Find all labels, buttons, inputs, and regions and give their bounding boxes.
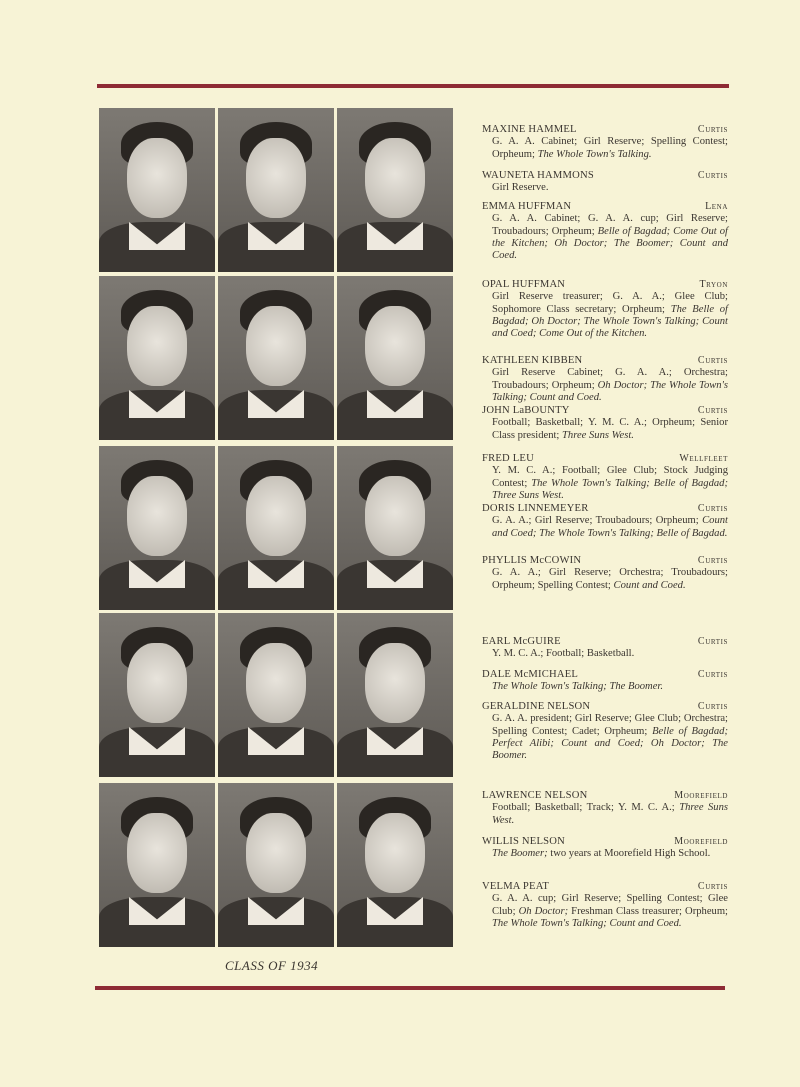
student-entry: [482, 124, 728, 161]
hometown: Curtis: [697, 555, 728, 566]
student-portrait: [218, 613, 334, 777]
student-entry: [482, 503, 728, 540]
play-titles: Belle of Bagdad; Come Out of the Kitchen; Oh Doctor; The Boomer; Count and Coed.: [492, 225, 728, 262]
activities: [482, 213, 728, 262]
student-portrait: [218, 446, 334, 610]
student-portrait: [99, 446, 215, 610]
student-name: JOHN LaBOUNTY: [482, 405, 570, 416]
student-portrait: [99, 613, 215, 777]
student-portrait: [337, 446, 453, 610]
activity-text: Football; Basketball; Y. M. C. A.; Orpheum; Senior Class president;: [492, 417, 728, 441]
activities: [482, 291, 728, 340]
student-entry: [482, 170, 728, 195]
student-portrait: [337, 108, 453, 272]
activities: [482, 567, 728, 592]
student-portrait: [337, 613, 453, 777]
hometown: Curtis: [697, 669, 728, 680]
hometown: Moorefield: [674, 790, 728, 801]
play-titles: The Belle of Bagdad; Oh Doctor; The Whole Town's Talking; Count and Coed; Come Out of the Kitchen.: [492, 303, 728, 340]
student-name: VELMA PEAT: [482, 881, 550, 892]
class-caption: CLASS OF 1934: [225, 958, 319, 973]
student-entry: [482, 453, 728, 502]
hometown: Curtis: [697, 355, 728, 366]
student-name: PHYLLIS McCOWIN: [482, 555, 582, 566]
student-entry: [482, 555, 728, 592]
activities: [482, 713, 728, 762]
portrait-grid: [99, 108, 452, 948]
student-portrait: [337, 783, 453, 947]
play-titles: Oh Doctor;: [518, 905, 569, 917]
activity-text: Girl Reserve Cabinet; G. A. A.; Orchestra; Troubadours; Orpheum;: [492, 367, 728, 391]
student-name: WILLIS NELSON: [482, 836, 565, 847]
activities: [482, 848, 728, 860]
student-portrait: [337, 276, 453, 440]
activities: [482, 367, 728, 404]
student-name: OPAL HUFFMAN: [482, 279, 566, 290]
activities: [482, 648, 728, 660]
student-entry: [482, 201, 728, 262]
activities: [482, 802, 728, 827]
play-titles: The Whole Town's Talking; The Boomer.: [492, 681, 663, 693]
activity-text: Freshman Class treasurer; Orpheum;: [568, 905, 729, 917]
student-entry: [482, 669, 728, 694]
play-titles: The Whole Town's Talking; Count and Coed.: [492, 917, 682, 929]
student-name: WAUNETA HAMMONS: [482, 170, 594, 181]
hometown: Tryon: [699, 279, 728, 290]
activities: [482, 182, 728, 194]
student-entry: [482, 636, 728, 661]
hometown: Curtis: [697, 503, 728, 514]
activity-text: Y. M. C. A.; Football; Glee Club; Stock Judging Contest;: [492, 465, 728, 489]
student-entry: [482, 701, 728, 762]
student-name: GERALDINE NELSON: [482, 701, 591, 712]
activity-text: G. A. A. Cabinet; Girl Reserve; Spelling Contest; Orpheum;: [492, 136, 728, 160]
student-name: FRED LEU: [482, 453, 534, 464]
activities: [482, 681, 728, 693]
student-entry: [482, 881, 728, 930]
activities: [482, 465, 728, 502]
activity-text: two years at Moorefield High School.: [547, 848, 711, 860]
activity-text: Girl Reserve.: [492, 182, 549, 194]
play-titles: Count and Coed; The Whole Town's Talking; Belle of Bagdad.: [492, 515, 728, 539]
bottom-rule: [95, 986, 725, 990]
play-titles: The Boomer;: [492, 848, 548, 860]
play-titles: Oh Doctor; The Whole Town's Talking; Count and Coed.: [492, 379, 728, 403]
activity-text: G. A. A. Cabinet; G. A. A. cup; Girl Reserve; Troubadours; Orpheum;: [492, 213, 728, 237]
activity-text: G. A. A.; Girl Reserve; Troubadours; Orpheum;: [492, 515, 703, 527]
activities: [482, 136, 728, 161]
hometown: Curtis: [697, 636, 728, 647]
play-titles: Three Suns West.: [562, 429, 634, 441]
student-entry: [482, 836, 728, 861]
student-name: DORIS LINNEMEYER: [482, 503, 589, 514]
hometown: Curtis: [697, 405, 728, 416]
hometown: Curtis: [697, 881, 728, 892]
student-entry: [482, 279, 728, 340]
hometown: Curtis: [697, 170, 728, 181]
play-titles: Count and Coed.: [613, 579, 686, 591]
activity-text: G. A. A.; Girl Reserve; Orchestra; Troubadours; Orpheum; Spelling Contest;: [492, 567, 728, 591]
hometown: Wellfleet: [679, 453, 728, 464]
student-portrait: [99, 276, 215, 440]
hometown: Lena: [705, 201, 728, 212]
hometown: Curtis: [697, 701, 728, 712]
play-titles: The Whole Town's Talking; Belle of Bagdad; Three Suns West.: [492, 477, 728, 501]
hometown: Curtis: [697, 124, 728, 135]
student-name: DALE McMICHAEL: [482, 669, 579, 680]
activities: [482, 417, 728, 442]
hometown: Moorefield: [674, 836, 728, 847]
play-titles: The Whole Town's Talking.: [537, 148, 652, 160]
student-portrait: [99, 783, 215, 947]
student-portrait: [99, 108, 215, 272]
student-entry: [482, 790, 728, 827]
student-name: MAXINE HAMMEL: [482, 124, 577, 135]
student-portrait: [218, 108, 334, 272]
activity-text: Football; Basketball; Track; Y. M. C. A.;: [492, 802, 680, 814]
activity-text: Y. M. C. A.; Football; Basketball.: [492, 648, 635, 660]
activity-text: Girl Reserve treasurer; G. A. A.; Glee Club; Sophomore Class secretary; Orpheum;: [492, 291, 728, 315]
activity-text: G. A. A. president; Girl Reserve; Glee Club; Orchestra; Spelling Contest; Cadet; Orpheum;: [492, 713, 728, 737]
top-rule: [97, 84, 729, 88]
activities: [482, 515, 728, 540]
activities: [482, 893, 728, 930]
student-portrait: [218, 276, 334, 440]
student-name: LAWRENCE NELSON: [482, 790, 588, 801]
student-name: EMMA HUFFMAN: [482, 201, 572, 212]
play-titles: Three Suns West.: [492, 802, 728, 826]
student-entry: [482, 405, 728, 442]
student-entry: [482, 355, 728, 404]
student-name: EARL McGUIRE: [482, 636, 561, 647]
student-portrait: [218, 783, 334, 947]
play-titles: Belle of Bagdad; Perfect Alibi; Count and Coed; Oh Doctor; The Boomer.: [492, 725, 728, 762]
student-name: KATHLEEN KIBBEN: [482, 355, 583, 366]
activity-text: G. A. A. cup; Girl Reserve; Spelling Contest; Glee Club;: [492, 893, 728, 917]
